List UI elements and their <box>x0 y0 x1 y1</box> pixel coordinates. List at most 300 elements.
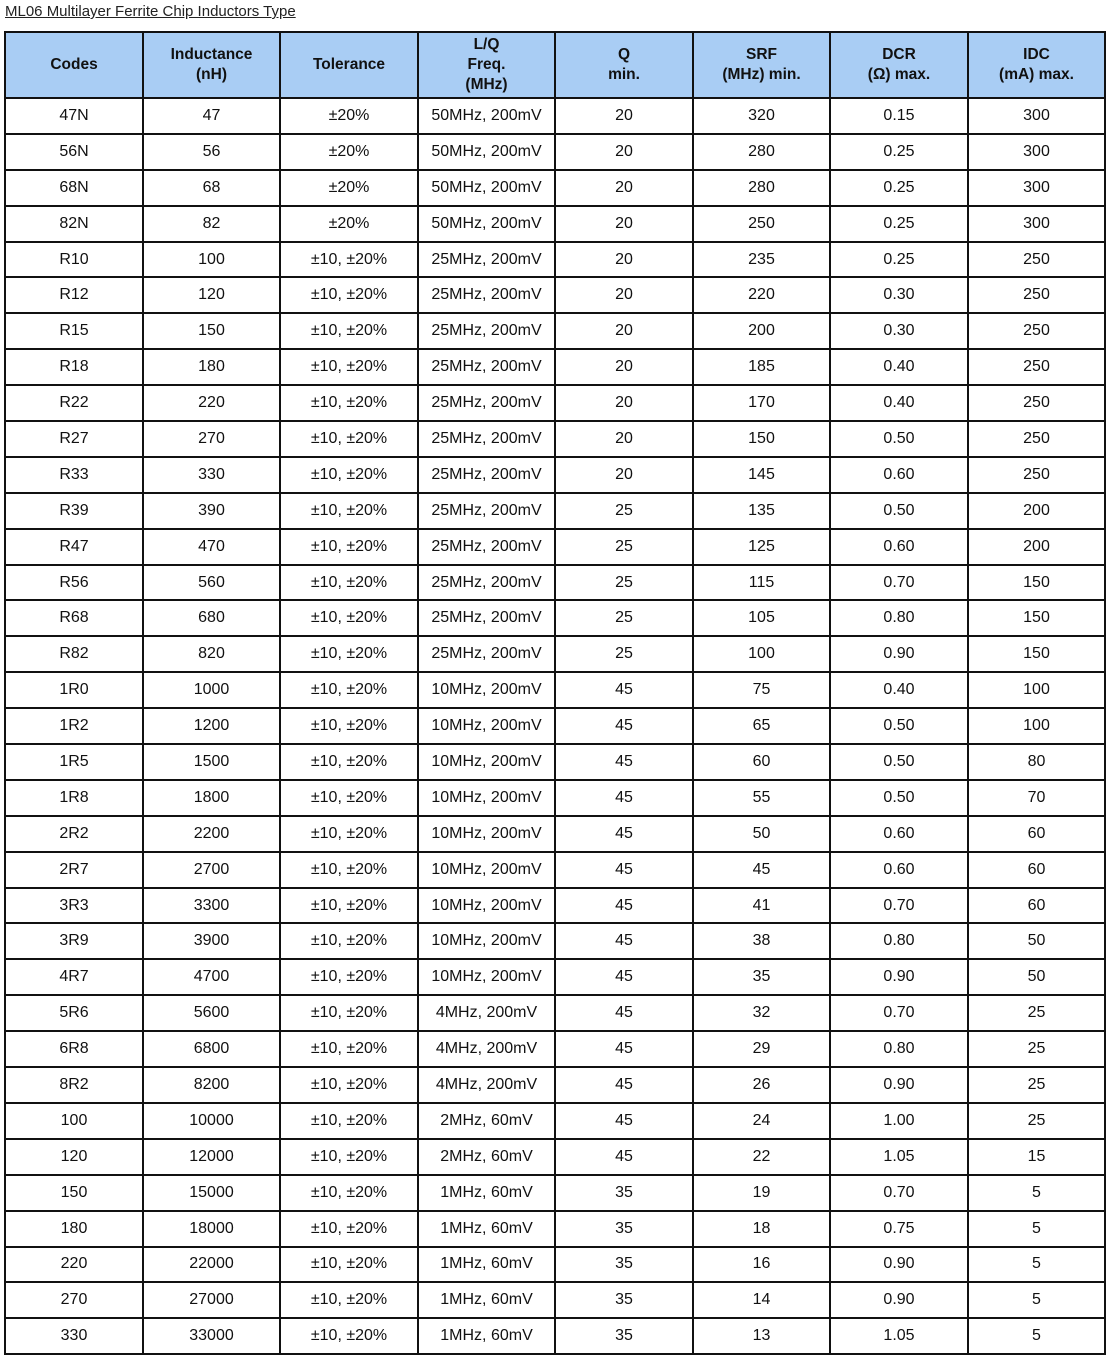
cell-dcr: 0.70 <box>830 1175 968 1211</box>
cell-q-min: 20 <box>555 457 693 493</box>
table-row <box>5 1031 1105 1067</box>
cell-q-min: 20 <box>555 313 693 349</box>
cell-code: R10 <box>5 242 143 278</box>
cell-q-min: 20 <box>555 98 693 134</box>
table-row <box>5 995 1105 1031</box>
cell-srf: 26 <box>693 1067 830 1103</box>
cell-srf: 280 <box>693 170 830 206</box>
cell-inductance: 68 <box>143 170 280 206</box>
cell-dcr: 1.05 <box>830 1318 968 1354</box>
cell-lq-freq: 25MHz, 200mV <box>418 636 555 672</box>
cell-inductance: 33000 <box>143 1318 280 1354</box>
cell-q-min: 45 <box>555 780 693 816</box>
cell-q-min: 45 <box>555 1067 693 1103</box>
cell-lq-freq: 4MHz, 200mV <box>418 1031 555 1067</box>
cell-q-min: 20 <box>555 134 693 170</box>
cell-srf: 32 <box>693 995 830 1031</box>
cell-code: R12 <box>5 277 143 313</box>
table-row <box>5 170 1105 206</box>
cell-tolerance: ±10, ±20% <box>280 277 418 313</box>
cell-dcr: 0.50 <box>830 780 968 816</box>
table-row <box>5 1318 1105 1354</box>
cell-dcr: 0.60 <box>830 457 968 493</box>
cell-lq-freq: 50MHz, 200mV <box>418 98 555 134</box>
cell-q-min: 20 <box>555 421 693 457</box>
cell-inductance: 1500 <box>143 744 280 780</box>
cell-tolerance: ±10, ±20% <box>280 959 418 995</box>
cell-code: R56 <box>5 565 143 601</box>
cell-inductance: 22000 <box>143 1247 280 1283</box>
cell-idc: 300 <box>968 170 1105 206</box>
cell-tolerance: ±20% <box>280 98 418 134</box>
cell-q-min: 20 <box>555 277 693 313</box>
cell-lq-freq: 4MHz, 200mV <box>418 995 555 1031</box>
cell-srf: 50 <box>693 816 830 852</box>
col-header-line: Freq. <box>467 56 506 73</box>
cell-code: 68N <box>5 170 143 206</box>
cell-tolerance: ±10, ±20% <box>280 708 418 744</box>
col-header-line: DCR <box>882 46 916 63</box>
cell-idc: 150 <box>968 600 1105 636</box>
cell-idc: 150 <box>968 636 1105 672</box>
cell-dcr: 0.90 <box>830 1067 968 1103</box>
cell-dcr: 0.75 <box>830 1211 968 1247</box>
cell-inductance: 1200 <box>143 708 280 744</box>
cell-code: 1R8 <box>5 780 143 816</box>
cell-lq-freq: 25MHz, 200mV <box>418 565 555 601</box>
cell-q-min: 35 <box>555 1211 693 1247</box>
table-row <box>5 816 1105 852</box>
table-row <box>5 565 1105 601</box>
col-header-tolerance <box>280 32 418 98</box>
cell-lq-freq: 25MHz, 200mV <box>418 493 555 529</box>
cell-inductance: 150 <box>143 313 280 349</box>
table-row <box>5 98 1105 134</box>
cell-dcr: 0.40 <box>830 385 968 421</box>
cell-srf: 100 <box>693 636 830 672</box>
cell-idc: 250 <box>968 313 1105 349</box>
cell-code: 220 <box>5 1247 143 1283</box>
cell-q-min: 45 <box>555 1103 693 1139</box>
cell-code: 120 <box>5 1139 143 1175</box>
col-header-line: SRF <box>746 46 777 63</box>
col-header-line: min. <box>608 66 640 83</box>
table-row <box>5 780 1105 816</box>
table-row <box>5 385 1105 421</box>
cell-inductance: 560 <box>143 565 280 601</box>
cell-lq-freq: 10MHz, 200mV <box>418 672 555 708</box>
cell-q-min: 25 <box>555 529 693 565</box>
cell-q-min: 25 <box>555 565 693 601</box>
cell-q-min: 45 <box>555 708 693 744</box>
col-header-line: Codes <box>50 56 98 73</box>
col-header-line: Tolerance <box>312 56 386 73</box>
header-row <box>5 32 1105 98</box>
cell-srf: 235 <box>693 242 830 278</box>
col-header-line: Q <box>617 46 631 63</box>
col-header-line: (mA) max. <box>999 66 1074 83</box>
table-row <box>5 744 1105 780</box>
cell-inductance: 8200 <box>143 1067 280 1103</box>
cell-tolerance: ±10, ±20% <box>280 852 418 888</box>
table-row <box>5 1175 1105 1211</box>
table-row <box>5 1103 1105 1139</box>
cell-dcr: 0.25 <box>830 242 968 278</box>
cell-dcr: 0.60 <box>830 816 968 852</box>
cell-inductance: 820 <box>143 636 280 672</box>
cell-inductance: 180 <box>143 349 280 385</box>
cell-idc: 5 <box>968 1211 1105 1247</box>
table-row <box>5 349 1105 385</box>
cell-idc: 70 <box>968 780 1105 816</box>
cell-srf: 29 <box>693 1031 830 1067</box>
cell-q-min: 20 <box>555 170 693 206</box>
cell-tolerance: ±10, ±20% <box>280 529 418 565</box>
cell-srf: 250 <box>693 206 830 242</box>
cell-lq-freq: 2MHz, 60mV <box>418 1103 555 1139</box>
cell-srf: 150 <box>693 421 830 457</box>
cell-inductance: 3900 <box>143 923 280 959</box>
cell-lq-freq: 1MHz, 60mV <box>418 1247 555 1283</box>
cell-lq-freq: 50MHz, 200mV <box>418 206 555 242</box>
cell-idc: 250 <box>968 242 1105 278</box>
cell-tolerance: ±20% <box>280 206 418 242</box>
col-header-line: (Ω) max. <box>867 66 931 83</box>
cell-inductance: 6800 <box>143 1031 280 1067</box>
col-header-line: Inductance <box>170 46 253 63</box>
table-row <box>5 493 1105 529</box>
cell-tolerance: ±10, ±20% <box>280 421 418 457</box>
cell-code: 3R3 <box>5 888 143 924</box>
cell-dcr: 0.15 <box>830 98 968 134</box>
col-header-srf <box>693 32 830 98</box>
cell-idc: 250 <box>968 457 1105 493</box>
cell-srf: 18 <box>693 1211 830 1247</box>
cell-idc: 15 <box>968 1139 1105 1175</box>
cell-q-min: 35 <box>555 1282 693 1318</box>
cell-lq-freq: 25MHz, 200mV <box>418 385 555 421</box>
table-row <box>5 600 1105 636</box>
cell-code: R18 <box>5 349 143 385</box>
cell-tolerance: ±10, ±20% <box>280 780 418 816</box>
cell-inductance: 12000 <box>143 1139 280 1175</box>
cell-lq-freq: 10MHz, 200mV <box>418 959 555 995</box>
col-header-idc <box>968 32 1105 98</box>
cell-code: R27 <box>5 421 143 457</box>
cell-code: 3R9 <box>5 923 143 959</box>
cell-q-min: 45 <box>555 852 693 888</box>
table-row <box>5 529 1105 565</box>
col-header-lq-freq <box>418 32 555 98</box>
cell-lq-freq: 10MHz, 200mV <box>418 744 555 780</box>
cell-lq-freq: 2MHz, 60mV <box>418 1139 555 1175</box>
cell-idc: 5 <box>968 1318 1105 1354</box>
cell-idc: 5 <box>968 1247 1105 1283</box>
cell-idc: 200 <box>968 493 1105 529</box>
cell-dcr: 0.80 <box>830 1031 968 1067</box>
page-title: ML06 Multilayer Ferrite Chip Inductors Type <box>5 3 296 20</box>
cell-lq-freq: 10MHz, 200mV <box>418 816 555 852</box>
cell-inductance: 15000 <box>143 1175 280 1211</box>
cell-inductance: 680 <box>143 600 280 636</box>
cell-q-min: 45 <box>555 672 693 708</box>
col-header-inductance <box>143 32 280 98</box>
cell-code: R22 <box>5 385 143 421</box>
cell-code: R33 <box>5 457 143 493</box>
cell-lq-freq: 25MHz, 200mV <box>418 313 555 349</box>
cell-tolerance: ±10, ±20% <box>280 457 418 493</box>
cell-srf: 320 <box>693 98 830 134</box>
cell-tolerance: ±10, ±20% <box>280 1247 418 1283</box>
cell-dcr: 0.50 <box>830 493 968 529</box>
cell-srf: 19 <box>693 1175 830 1211</box>
cell-tolerance: ±10, ±20% <box>280 385 418 421</box>
cell-q-min: 35 <box>555 1318 693 1354</box>
cell-dcr: 0.40 <box>830 672 968 708</box>
cell-lq-freq: 25MHz, 200mV <box>418 277 555 313</box>
cell-code: 8R2 <box>5 1067 143 1103</box>
cell-dcr: 0.70 <box>830 888 968 924</box>
cell-code: 2R2 <box>5 816 143 852</box>
cell-tolerance: ±10, ±20% <box>280 1318 418 1354</box>
table-body <box>5 98 1105 1354</box>
cell-idc: 60 <box>968 888 1105 924</box>
cell-lq-freq: 25MHz, 200mV <box>418 457 555 493</box>
table-row <box>5 923 1105 959</box>
table-row <box>5 636 1105 672</box>
table-row <box>5 1211 1105 1247</box>
cell-idc: 250 <box>968 385 1105 421</box>
cell-lq-freq: 10MHz, 200mV <box>418 852 555 888</box>
cell-idc: 100 <box>968 708 1105 744</box>
cell-tolerance: ±10, ±20% <box>280 1031 418 1067</box>
cell-lq-freq: 50MHz, 200mV <box>418 134 555 170</box>
cell-lq-freq: 1MHz, 60mV <box>418 1318 555 1354</box>
cell-dcr: 0.50 <box>830 421 968 457</box>
cell-dcr: 0.90 <box>830 636 968 672</box>
table-row <box>5 277 1105 313</box>
cell-code: R68 <box>5 600 143 636</box>
col-header-codes <box>5 32 143 98</box>
cell-lq-freq: 1MHz, 60mV <box>418 1175 555 1211</box>
cell-srf: 35 <box>693 959 830 995</box>
table-row <box>5 421 1105 457</box>
cell-q-min: 45 <box>555 923 693 959</box>
cell-code: R47 <box>5 529 143 565</box>
cell-idc: 250 <box>968 421 1105 457</box>
cell-q-min: 25 <box>555 600 693 636</box>
cell-idc: 300 <box>968 206 1105 242</box>
cell-lq-freq: 25MHz, 200mV <box>418 529 555 565</box>
cell-code: 6R8 <box>5 1031 143 1067</box>
cell-q-min: 35 <box>555 1247 693 1283</box>
cell-tolerance: ±10, ±20% <box>280 1067 418 1103</box>
cell-srf: 65 <box>693 708 830 744</box>
cell-idc: 250 <box>968 277 1105 313</box>
cell-code: 270 <box>5 1282 143 1318</box>
cell-lq-freq: 1MHz, 60mV <box>418 1211 555 1247</box>
cell-dcr: 0.50 <box>830 708 968 744</box>
cell-inductance: 10000 <box>143 1103 280 1139</box>
cell-idc: 5 <box>968 1282 1105 1318</box>
cell-dcr: 0.80 <box>830 600 968 636</box>
cell-q-min: 45 <box>555 816 693 852</box>
table-row <box>5 852 1105 888</box>
cell-lq-freq: 10MHz, 200mV <box>418 780 555 816</box>
cell-lq-freq: 4MHz, 200mV <box>418 1067 555 1103</box>
cell-code: 5R6 <box>5 995 143 1031</box>
cell-dcr: 0.25 <box>830 134 968 170</box>
cell-idc: 25 <box>968 1103 1105 1139</box>
table-row <box>5 1067 1105 1103</box>
cell-srf: 14 <box>693 1282 830 1318</box>
cell-tolerance: ±10, ±20% <box>280 888 418 924</box>
cell-code: 82N <box>5 206 143 242</box>
cell-code: R82 <box>5 636 143 672</box>
cell-srf: 115 <box>693 565 830 601</box>
cell-srf: 135 <box>693 493 830 529</box>
cell-dcr: 0.70 <box>830 565 968 601</box>
cell-idc: 25 <box>968 995 1105 1031</box>
cell-tolerance: ±10, ±20% <box>280 744 418 780</box>
cell-idc: 200 <box>968 529 1105 565</box>
cell-q-min: 25 <box>555 493 693 529</box>
cell-q-min: 45 <box>555 1031 693 1067</box>
cell-tolerance: ±10, ±20% <box>280 1211 418 1247</box>
cell-lq-freq: 25MHz, 200mV <box>418 349 555 385</box>
cell-q-min: 45 <box>555 744 693 780</box>
table-row <box>5 134 1105 170</box>
table-row <box>5 672 1105 708</box>
cell-dcr: 0.25 <box>830 206 968 242</box>
cell-q-min: 45 <box>555 995 693 1031</box>
cell-dcr: 1.00 <box>830 1103 968 1139</box>
cell-tolerance: ±10, ±20% <box>280 600 418 636</box>
inductor-spec-table <box>4 31 1106 1355</box>
cell-tolerance: ±10, ±20% <box>280 242 418 278</box>
cell-inductance: 82 <box>143 206 280 242</box>
cell-inductance: 120 <box>143 277 280 313</box>
cell-inductance: 390 <box>143 493 280 529</box>
cell-tolerance: ±10, ±20% <box>280 565 418 601</box>
table-row <box>5 313 1105 349</box>
cell-lq-freq: 25MHz, 200mV <box>418 421 555 457</box>
cell-srf: 280 <box>693 134 830 170</box>
cell-idc: 300 <box>968 134 1105 170</box>
cell-inductance: 470 <box>143 529 280 565</box>
cell-q-min: 20 <box>555 242 693 278</box>
cell-inductance: 27000 <box>143 1282 280 1318</box>
cell-srf: 24 <box>693 1103 830 1139</box>
cell-dcr: 0.90 <box>830 1282 968 1318</box>
cell-inductance: 1800 <box>143 780 280 816</box>
table-row <box>5 242 1105 278</box>
cell-code: 1R0 <box>5 672 143 708</box>
cell-srf: 125 <box>693 529 830 565</box>
cell-srf: 16 <box>693 1247 830 1283</box>
cell-srf: 13 <box>693 1318 830 1354</box>
cell-tolerance: ±10, ±20% <box>280 1175 418 1211</box>
table-row <box>5 888 1105 924</box>
cell-dcr: 0.30 <box>830 277 968 313</box>
col-header-line: (MHz) <box>465 76 508 93</box>
cell-code: 100 <box>5 1103 143 1139</box>
cell-inductance: 4700 <box>143 959 280 995</box>
cell-idc: 50 <box>968 923 1105 959</box>
col-header-line: IDC <box>1023 46 1050 63</box>
cell-inductance: 56 <box>143 134 280 170</box>
cell-tolerance: ±20% <box>280 170 418 206</box>
cell-q-min: 45 <box>555 1139 693 1175</box>
cell-srf: 22 <box>693 1139 830 1175</box>
cell-code: 4R7 <box>5 959 143 995</box>
cell-srf: 145 <box>693 457 830 493</box>
cell-dcr: 0.90 <box>830 1247 968 1283</box>
cell-lq-freq: 10MHz, 200mV <box>418 888 555 924</box>
cell-idc: 150 <box>968 565 1105 601</box>
table-row <box>5 959 1105 995</box>
cell-q-min: 35 <box>555 1175 693 1211</box>
cell-code: 330 <box>5 1318 143 1354</box>
cell-code: 1R5 <box>5 744 143 780</box>
cell-idc: 300 <box>968 98 1105 134</box>
table-row <box>5 206 1105 242</box>
cell-idc: 25 <box>968 1031 1105 1067</box>
cell-srf: 41 <box>693 888 830 924</box>
cell-code: R39 <box>5 493 143 529</box>
cell-inductance: 270 <box>143 421 280 457</box>
cell-lq-freq: 10MHz, 200mV <box>418 708 555 744</box>
cell-q-min: 20 <box>555 385 693 421</box>
cell-tolerance: ±10, ±20% <box>280 995 418 1031</box>
cell-idc: 80 <box>968 744 1105 780</box>
cell-srf: 38 <box>693 923 830 959</box>
cell-q-min: 45 <box>555 888 693 924</box>
cell-inductance: 1000 <box>143 672 280 708</box>
cell-srf: 60 <box>693 744 830 780</box>
cell-code: 1R2 <box>5 708 143 744</box>
cell-idc: 100 <box>968 672 1105 708</box>
cell-dcr: 0.40 <box>830 349 968 385</box>
cell-srf: 55 <box>693 780 830 816</box>
col-header-dcr <box>830 32 968 98</box>
cell-idc: 5 <box>968 1175 1105 1211</box>
cell-idc: 60 <box>968 816 1105 852</box>
cell-srf: 185 <box>693 349 830 385</box>
cell-tolerance: ±10, ±20% <box>280 1139 418 1175</box>
cell-tolerance: ±10, ±20% <box>280 816 418 852</box>
cell-code: 56N <box>5 134 143 170</box>
table-row <box>5 1282 1105 1318</box>
cell-tolerance: ±10, ±20% <box>280 923 418 959</box>
cell-tolerance: ±10, ±20% <box>280 313 418 349</box>
table-row <box>5 1247 1105 1283</box>
col-header-q-min <box>555 32 693 98</box>
cell-inductance: 220 <box>143 385 280 421</box>
cell-inductance: 2200 <box>143 816 280 852</box>
cell-tolerance: ±10, ±20% <box>280 636 418 672</box>
cell-srf: 105 <box>693 600 830 636</box>
cell-dcr: 1.05 <box>830 1139 968 1175</box>
col-header-line: (MHz) min. <box>722 66 801 83</box>
cell-code: 150 <box>5 1175 143 1211</box>
cell-inductance: 18000 <box>143 1211 280 1247</box>
cell-code: 47N <box>5 98 143 134</box>
cell-idc: 250 <box>968 349 1105 385</box>
cell-q-min: 45 <box>555 959 693 995</box>
cell-lq-freq: 50MHz, 200mV <box>418 170 555 206</box>
cell-inductance: 100 <box>143 242 280 278</box>
